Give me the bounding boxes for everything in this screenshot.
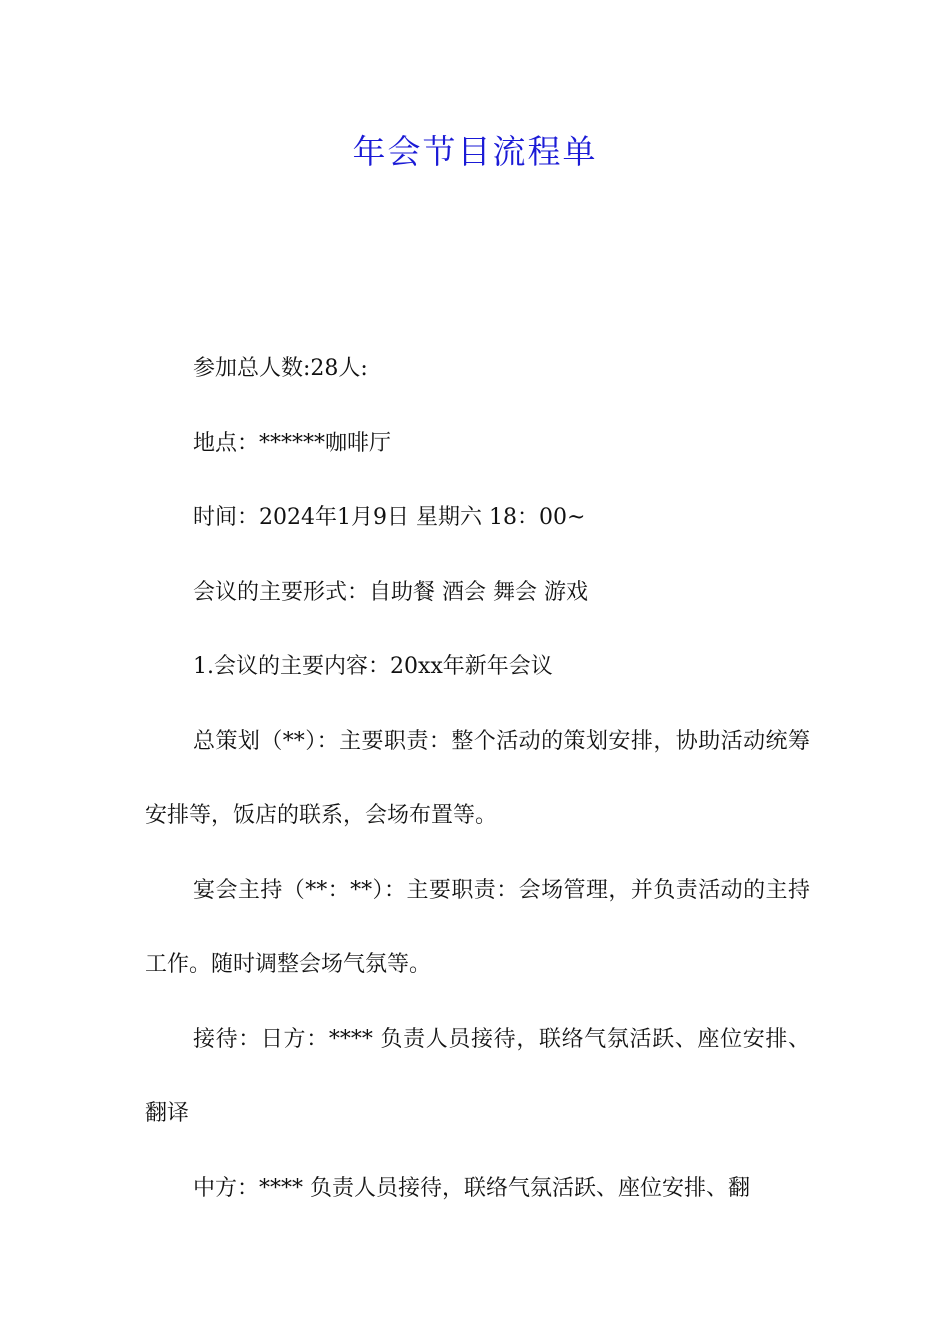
paragraph-host: 宴会主持（**：**）：主要职责：会场管理，并负责活动的主持工作。随时调整会场气氛等。 [145,877,810,977]
document-body [145,332,810,1226]
paragraph-planner: 总策划（**）：主要职责：整个活动的策划安排，协助活动统筹安排等，饭店的联系，会场布置等。 [145,728,810,828]
paragraph-format: 会议的主要形式：自助餐 酒会 舞会 游戏 [193,579,588,605]
paragraph-content: 1.会议的主要内容：20xx年新年会议 [193,654,553,679]
paragraph-reception-china: 中方：**** 负责人员接待，联络气氛活跃、座位安排、翻 [193,1175,750,1201]
paragraph-time: 时间：2024年1月9日 星期六 18：00~ [193,505,586,530]
paragraph-location: 地点：******咖啡厅 [193,430,392,456]
paragraph-attendees: 参加总人数:28人: [193,356,368,381]
paragraph-reception-japan: 接待：日方：**** 负责人员接待，联络气氛活跃、座位安排、翻译 [145,1026,810,1126]
document-title: 年会节目流程单 [352,132,598,171]
